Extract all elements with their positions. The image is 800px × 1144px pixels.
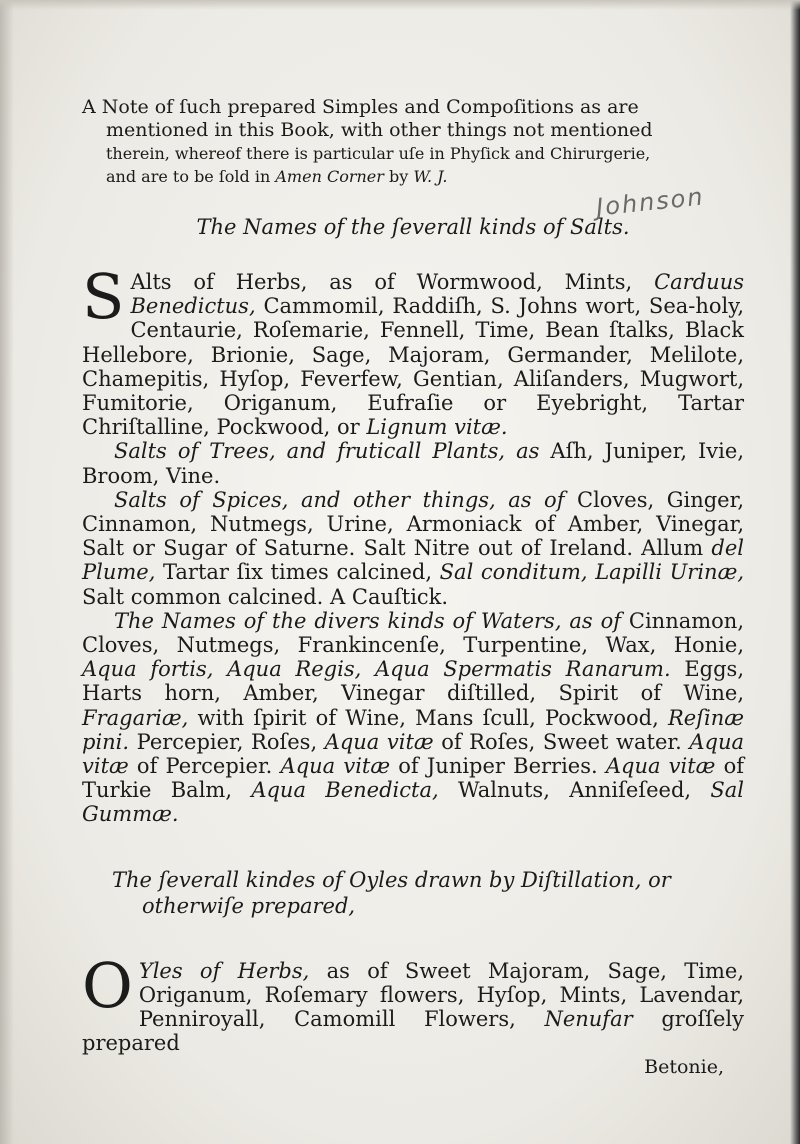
waters-text-p: of Turkie Balm, [82, 754, 745, 803]
page-edge-left [0, 0, 14, 1144]
waters-text-r: Walnuts, Anniſeſeed, [438, 778, 711, 803]
salts-p3-text-d: Tartar ſix times calcined, [155, 560, 440, 585]
salts-paragraph-3 [82, 488, 744, 609]
note-publisher: W. J. [413, 167, 448, 186]
catchword: Betonie, [644, 1056, 724, 1079]
note-by: by [383, 167, 414, 186]
waters-text-j: of Roſes, Sweet water. [433, 729, 690, 754]
oyles-p1-italic-a: Yles of Herbs, [138, 958, 310, 983]
page-edge-top [0, 0, 800, 10]
oyles-heading: The ſeverall kindes of Oyles drawn by Diſtillation, or otherwiſe prepared, [112, 867, 671, 918]
note-line-4-text: and are to be ſold in [106, 167, 276, 186]
note-line-4 [106, 167, 447, 186]
salts-paragraph-1 [82, 260, 744, 440]
waters-italic-s: Sal Gummæ. [82, 778, 744, 827]
salts-p3-text-b: Cloves, Ginger, Cinnamon, Nutmegs, Urine, Armoniack of Amber, Vinegar, Salt or Sugar of Saturne. Salt Nitre out of Ireland. Allum [82, 487, 744, 561]
waters-text-f: with ſpirit of Wine, Mans ſcull, Pockwood, [188, 705, 668, 730]
waters-italic-g: Reſinæ pini. [82, 705, 744, 754]
page-edge-right [790, 0, 800, 1144]
waters-text-n: of Juniper Berries. [390, 754, 606, 779]
salts-p2-text-b: Aſh, Juniper, Ivie, Broom, Vine. [82, 439, 744, 488]
waters-paragraph [82, 609, 744, 827]
note-line-2: mentioned in this Book, with other things not mentioned [106, 119, 653, 141]
salts-p3-italic-c: del Plume, [82, 536, 744, 585]
page-content [82, 96, 744, 1079]
drop-cap-o: O [82, 948, 133, 1022]
intro-note [82, 96, 744, 188]
oyles-section [82, 948, 745, 1056]
note-line-1: A Note of ſuch prepared Simples and Compoſitions as are [82, 96, 639, 118]
salts-p1-text-c: Cammomil, Raddiſh, S. Johns wort, Sea-holy, Centaurie, Roſemarie, Fennell, Time, Bean ſtalks, Black Hellebore, Brionie, Sage, Majoram, Germander, Melilote, Chamepitis, Hyſop, Feverfew, Gentian, Aliſanders, Mugwort, Fumitorie, Origanum, Eufraſie or Eyebright, Tartar Chriſtalline, Pockwood, or [82, 294, 744, 440]
oyles-paragraph-1 [82, 948, 745, 1056]
salts-p2-italic-a: Salts of Trees, and fruticall Plants, as [114, 439, 540, 464]
waters-italic-c: Aqua fortis, Aqua Regis, Aqua Spermatis Ranarum. [82, 657, 671, 682]
waters-text-h: Percepier, Roſes, [129, 729, 325, 754]
waters-text-d: Eggs, Harts horn, Amber, Vinegar diſtilled, Spirit of Wine, [82, 657, 744, 706]
salts-paragraph-2 [82, 439, 744, 487]
waters-italic-m: Aqua vitæ [280, 754, 391, 779]
oyles-p1-text-b: as of Sweet Majoram, Sage, Time, Origanum, Roſemary flowers, Hyſop, Mints, Lavendar, Penniroyall, Camomill Flowers, [138, 958, 745, 1032]
waters-italic-k: Aqua vitæ [82, 729, 744, 779]
oyles-p1-italic-c: Nenufar [544, 1007, 633, 1032]
salts-p1-text-a: Alts of Herbs, as of Wormwood, Mints, [130, 270, 655, 294]
salts-p3-italic-e: Sal conditum, Lapilli Urinæ, [439, 560, 744, 585]
handwritten-annotation: Johnson [594, 182, 706, 222]
waters-italic-e: Fragariæ, [82, 705, 189, 730]
salts-p3-text-f: Salt common calcined. A Cauſtick. [82, 584, 449, 609]
salts-p1-italic-d: Lignum vitæ. [366, 415, 508, 440]
waters-italic-q: Aqua Benedicta, [251, 778, 439, 803]
salts-section [82, 260, 745, 827]
salts-p3-italic-a: Salts of Spices, and other things, as of [114, 487, 565, 512]
salts-p1-italic-b: Carduus Benedictus, [130, 270, 744, 319]
note-line-3: therein, whereof there is particular uſe in Phyſick and Chirurgerie, [106, 144, 651, 163]
salts-heading: The Names of the ſeverall kinds of Salts. [196, 215, 630, 239]
waters-text-b: Cinnamon, Cloves, Nutmegs, Frankincenſe, Turpentine, Wax, Honie, [82, 608, 744, 658]
note-place: Amen Corner [275, 167, 384, 186]
waters-italic-a: The Names of the divers kinds of Waters, as of [114, 608, 621, 633]
waters-text-l: of Percepier. [128, 754, 281, 779]
drop-cap-s: S [82, 260, 125, 333]
waters-italic-o: Aqua vitæ [605, 754, 716, 779]
waters-italic-i: Aqua vitæ [324, 729, 434, 754]
oyles-p1-text-d: groſſely prepared [82, 1007, 744, 1056]
